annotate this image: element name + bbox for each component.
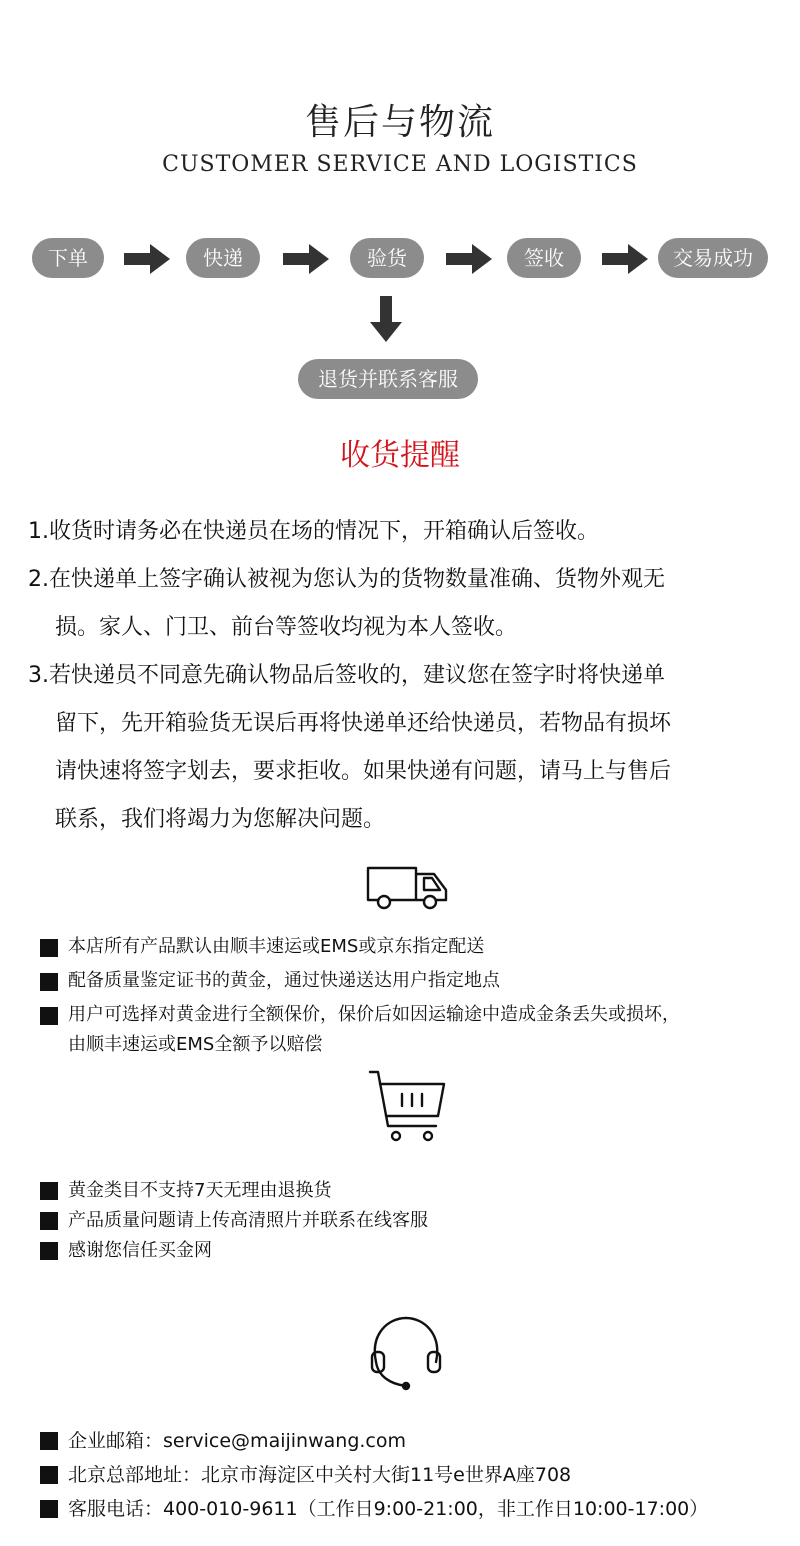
bullet-square-icon — [40, 1432, 58, 1450]
contact-address — [40, 1458, 780, 1492]
reminder-item — [28, 556, 778, 604]
list-item-line: 由顺丰速运或EMS全额予以赔偿 — [68, 1034, 323, 1055]
contact-email — [40, 1424, 780, 1458]
right-arrow-icon — [602, 244, 648, 274]
reminder-item-continued — [28, 796, 778, 844]
right-arrow-icon — [283, 244, 329, 274]
down-arrow-icon — [370, 296, 402, 342]
right-arrow-icon — [124, 244, 170, 274]
bullet-square-icon — [40, 1212, 58, 1230]
flow-step-sign: 签收 — [507, 238, 581, 278]
bullet-square-icon — [40, 1466, 58, 1484]
list-item-line: 用户可选择对黄金进行全额保价，保价后如因运输途中造成金条丢失或损坏， — [68, 1004, 680, 1025]
reminder-item-continued — [28, 604, 778, 652]
reminder-item-text: 若快递员不同意先确认物品后签收的，建议您在签字时将快递单 — [49, 663, 666, 688]
list-item-text: 北京总部地址：北京市海淀区中关村大街11号e世界A座708 — [68, 1464, 572, 1486]
headset-icon — [366, 1312, 446, 1392]
reminder-item-number: 3. — [28, 663, 49, 688]
list-item — [40, 932, 780, 962]
reminder-item-text: 收货时请务必在快递员在场的情况下，开箱确认后签收。 — [49, 519, 600, 544]
reminder-item-number: 2. — [28, 567, 49, 592]
reminder-item-text: 损。家人、门卫、前台等签收均视为本人签收。 — [55, 615, 518, 640]
bullet-square-icon — [40, 973, 58, 991]
list-item-text: 本店所有产品默认由顺丰速运或EMS或京东指定配送 — [68, 936, 485, 957]
reminder-item-text: 留下，先开箱验货无误后再将快递单还给快递员，若物品有损坏 — [55, 711, 672, 736]
list-item — [40, 966, 780, 996]
flow-step-order: 下单 — [32, 238, 104, 278]
contact-list — [40, 1424, 780, 1526]
bullet-square-icon — [40, 1500, 58, 1518]
bullet-square-icon — [40, 939, 58, 957]
list-item-text: 感谢您信任买金网 — [68, 1240, 212, 1261]
reminder-item-text: 在快递单上签字确认被视为您认为的货物数量准确、货物外观无 — [49, 567, 666, 592]
list-item-text: 配备质量鉴定证书的黄金，通过快递送达用户指定地点 — [68, 970, 500, 991]
reminder-title: 收货提醒 — [340, 438, 460, 473]
list-item-text — [68, 1000, 780, 1060]
reminder-item-continued — [28, 700, 778, 748]
bullet-square-icon — [40, 1242, 58, 1260]
list-item-text: 客服电话：400-010-9611（工作日9:00-21:00，非工作日10:00-17:00） — [68, 1498, 709, 1520]
contact-phone — [40, 1492, 780, 1526]
list-item-text: 企业邮箱：service@maijinwang.com — [68, 1430, 406, 1452]
page-subtitle: CUSTOMER SERVICE AND LOGISTICS — [162, 152, 638, 177]
flow-step-success: 交易成功 — [658, 238, 768, 278]
bullet-square-icon — [40, 1007, 58, 1025]
list-item — [40, 1206, 780, 1236]
flow-step-express: 快递 — [186, 238, 260, 278]
list-item — [40, 1236, 780, 1266]
flow-step-inspect: 验货 — [350, 238, 424, 278]
reminder-item — [28, 508, 778, 556]
shipping-list — [40, 932, 780, 1060]
list-item-text: 产品质量问题请上传高清照片并联系在线客服 — [68, 1210, 428, 1231]
reminder-item-continued — [28, 748, 778, 796]
reminder-list — [28, 508, 778, 844]
shopping-cart-icon — [366, 1068, 450, 1148]
reminder-item-text: 联系，我们将竭力为您解决问题。 — [55, 807, 386, 832]
returns-list — [40, 1176, 780, 1266]
page-title: 售后与物流 — [304, 102, 495, 143]
bullet-square-icon — [40, 1182, 58, 1200]
reminder-item-number: 1. — [28, 519, 49, 544]
list-item-text: 黄金类目不支持7天无理由退换货 — [68, 1180, 332, 1201]
reminder-item-text: 请快速将签字划去，要求拒收。如果快递有问题，请马上与售后 — [55, 759, 672, 784]
flow-step-return: 退货并联系客服 — [298, 359, 478, 399]
list-item — [40, 1176, 780, 1206]
reminder-item — [28, 652, 778, 700]
right-arrow-icon — [446, 244, 492, 274]
list-item — [40, 1000, 780, 1060]
truck-icon — [364, 860, 452, 912]
